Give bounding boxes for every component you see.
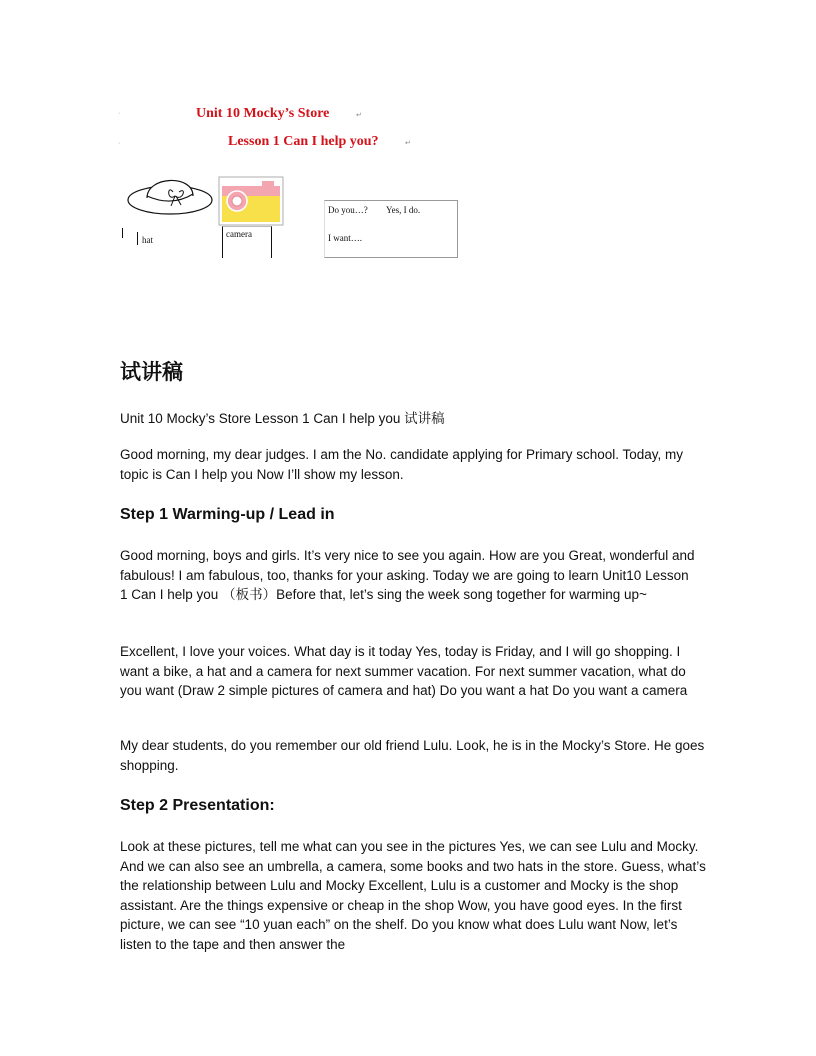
box-line-yes: Yes, I do.: [386, 205, 421, 215]
step1-paragraph-2: Excellent, I love your voices. What day is it today Yes, today is Friday, and I will go shopping. I want a bike, a hat and a camera for next summer vacation. For next summer vacation, what do you want (Draw 2 simple pictures of camera and hat) Do you want a hat Do you want a camera: [120, 644, 688, 698]
lesson-title: Lesson 1 Can I help you?: [228, 134, 379, 149]
unit-title: Unit 10 Mocky’s Store: [196, 106, 330, 121]
step1-paragraph-3: My dear students, do you remember our old friend Lulu. Look, he is in the Mocky’s Store. He goes shopping.: [120, 738, 705, 773]
box-line-i-want: I want….: [328, 233, 362, 243]
camera-label: camera: [226, 229, 252, 239]
paragraph-mark: ↵: [405, 140, 411, 147]
intro-paragraph: Good morning, my dear judges. I am the No. candidate applying for Primary school. Today, my topic is Can I help you Now I’ll show my lesson.: [120, 447, 684, 482]
bullet-mark: ·: [118, 110, 121, 117]
bullet-mark: ·: [118, 140, 121, 147]
paragraph-mark: ↵: [356, 112, 362, 119]
camera-icon: [218, 176, 284, 226]
document-subtitle: Unit 10 Mocky’s Store Lesson 1 Can I help you 试讲稿: [120, 411, 445, 426]
step1-heading: Step 1 Warming-up / Lead in: [120, 506, 335, 523]
hat-label: hat: [142, 235, 153, 245]
document-title: 试讲稿: [120, 360, 183, 384]
step2-paragraph-1: Look at these pictures, tell me what can you see in the pictures Yes, we can see Lulu and Mocky. And we can also see an umbrella, a camera, some books and two hats in the store. Guess, what’s the relationship between Lulu and Mocky Excellent, Lulu is a customer and Mocky is the shop assistant. Are the things expensive or cheap in the shop Wow, you have good eyes. In the first picture, we can see “10 yuan each” on the shelf. Do you know what does Lulu want Now, let’s listen to the tape and then answer the: [120, 839, 706, 952]
divider-line: [122, 228, 123, 238]
step1-paragraph-1: Good morning, boys and girls. It’s very nice to see you again. How are you Great, wonderful and fabulous! I am fabulous, too, thanks for your asking. Today we are going to learn Unit10 Lesson 1 Can I help you （板书）Before that, let’s sing the week song together for warming up~: [120, 548, 695, 602]
divider-line: [137, 232, 138, 245]
step2-heading: Step 2 Presentation:: [120, 797, 275, 814]
hat-icon: [125, 168, 215, 218]
box-line-do-you: Do you…?: [328, 205, 368, 215]
